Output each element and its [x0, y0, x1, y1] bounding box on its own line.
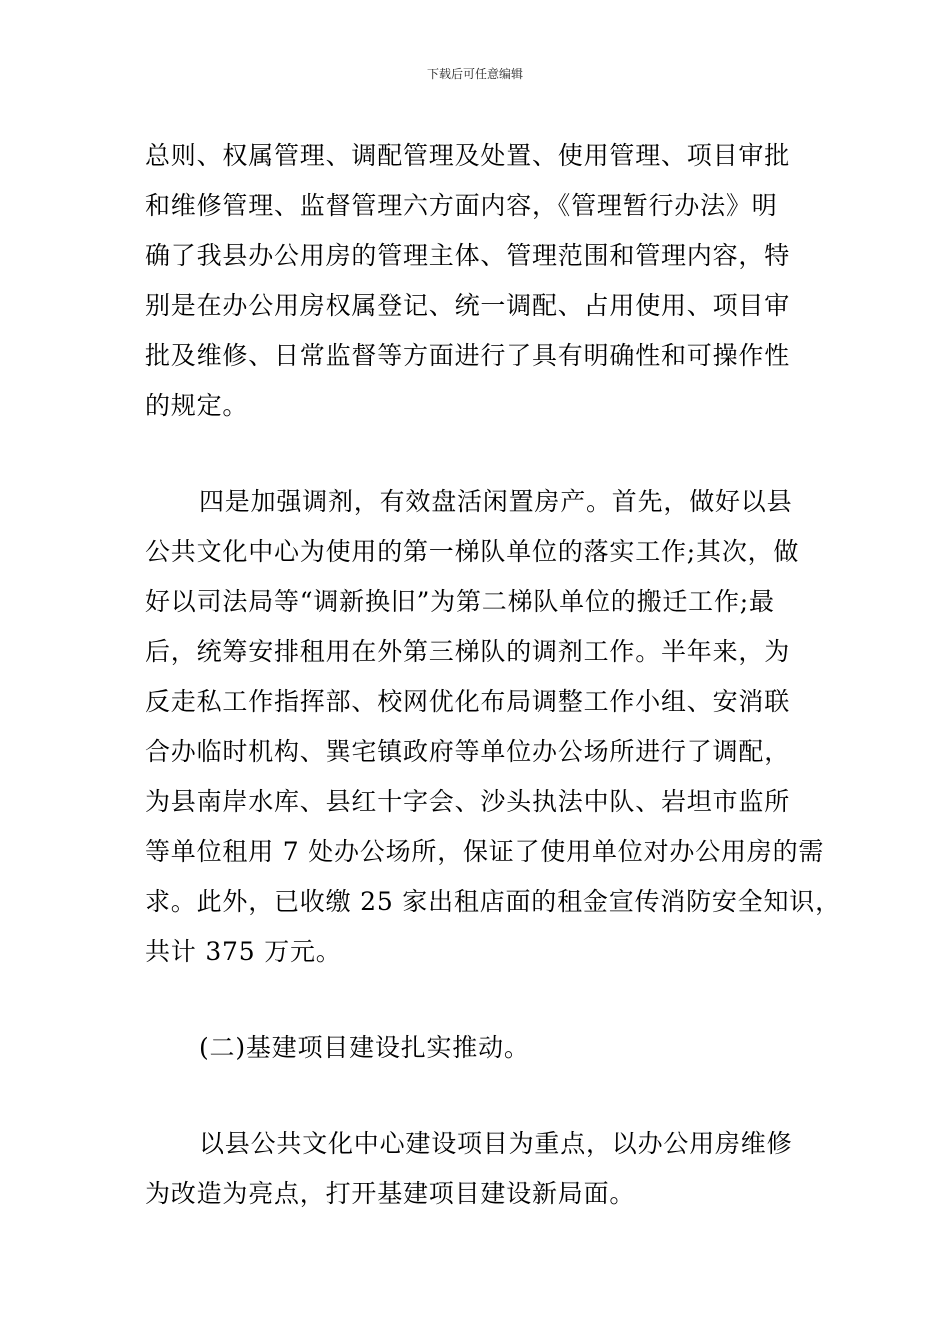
paragraph-gap [145, 1073, 825, 1119]
text-line: 好以司法局等“调新换旧”为第二梯队单位的搬迁工作;最 [145, 587, 775, 616]
section-heading [145, 1023, 825, 1073]
document-body [145, 131, 841, 1219]
paragraph-gap [145, 977, 825, 1023]
text-line: 后，统筹安排租用在外第三梯队的调剂工作。半年来，为 [145, 637, 791, 666]
text-line: 确了我县办公用房的管理主体、管理范围和管理内容，特 [145, 241, 791, 270]
heading-line: (二)基建项目建设扎实推动。 [199, 1033, 530, 1062]
page-header: 下载后可任意编辑 [426, 67, 523, 81]
text-line: 公共文化中心为使用的第一梯队单位的落实工作;其次，做 [145, 537, 800, 566]
paragraph-adjustment [145, 477, 841, 977]
text-line: 和维修管理、监督管理六方面内容，《管理暂行办法》明 [145, 191, 778, 220]
text-line: 等单位租用 7 处办公场所，保证了使用单位对办公用房的需 [145, 837, 825, 866]
text-line: 总则、权属管理、调配管理及处置、使用管理、项目审批 [145, 141, 791, 170]
text-line: 为县南岸水库、县红十字会、沙头执法中队、岩坦市监所 [145, 787, 791, 816]
paragraph-continued [145, 131, 825, 431]
text-line: 反走私工作指挥部、校网优化布局调整工作小组、安消联 [145, 687, 791, 716]
text-line: 求。此外，已收缴 25 家出租店面的租金宣传消防安全知识， [145, 887, 841, 916]
text-line: 批及维修、日常监督等方面进行了具有明确性和可操作性 [145, 341, 791, 370]
paragraph-gap [145, 431, 825, 477]
text-line: 以县公共文化中心建设项目为重点，以办公用房维修 [199, 1129, 793, 1158]
text-line: 为改造为亮点，打开基建项目建设新局面。 [145, 1179, 636, 1208]
text-line: 合办临时机构、巽宅镇政府等单位办公场所进行了调配， [145, 737, 791, 766]
text-line: 别是在办公用房权属登记、统一调配、占用使用、项目审 [145, 291, 791, 320]
text-line: 四是加强调剂，有效盘活闲置房产。首先，做好以县 [199, 487, 793, 516]
paragraph-construction [145, 1119, 825, 1219]
text-line: 共计 375 万元。 [145, 937, 342, 966]
text-line: 的规定。 [145, 391, 249, 420]
